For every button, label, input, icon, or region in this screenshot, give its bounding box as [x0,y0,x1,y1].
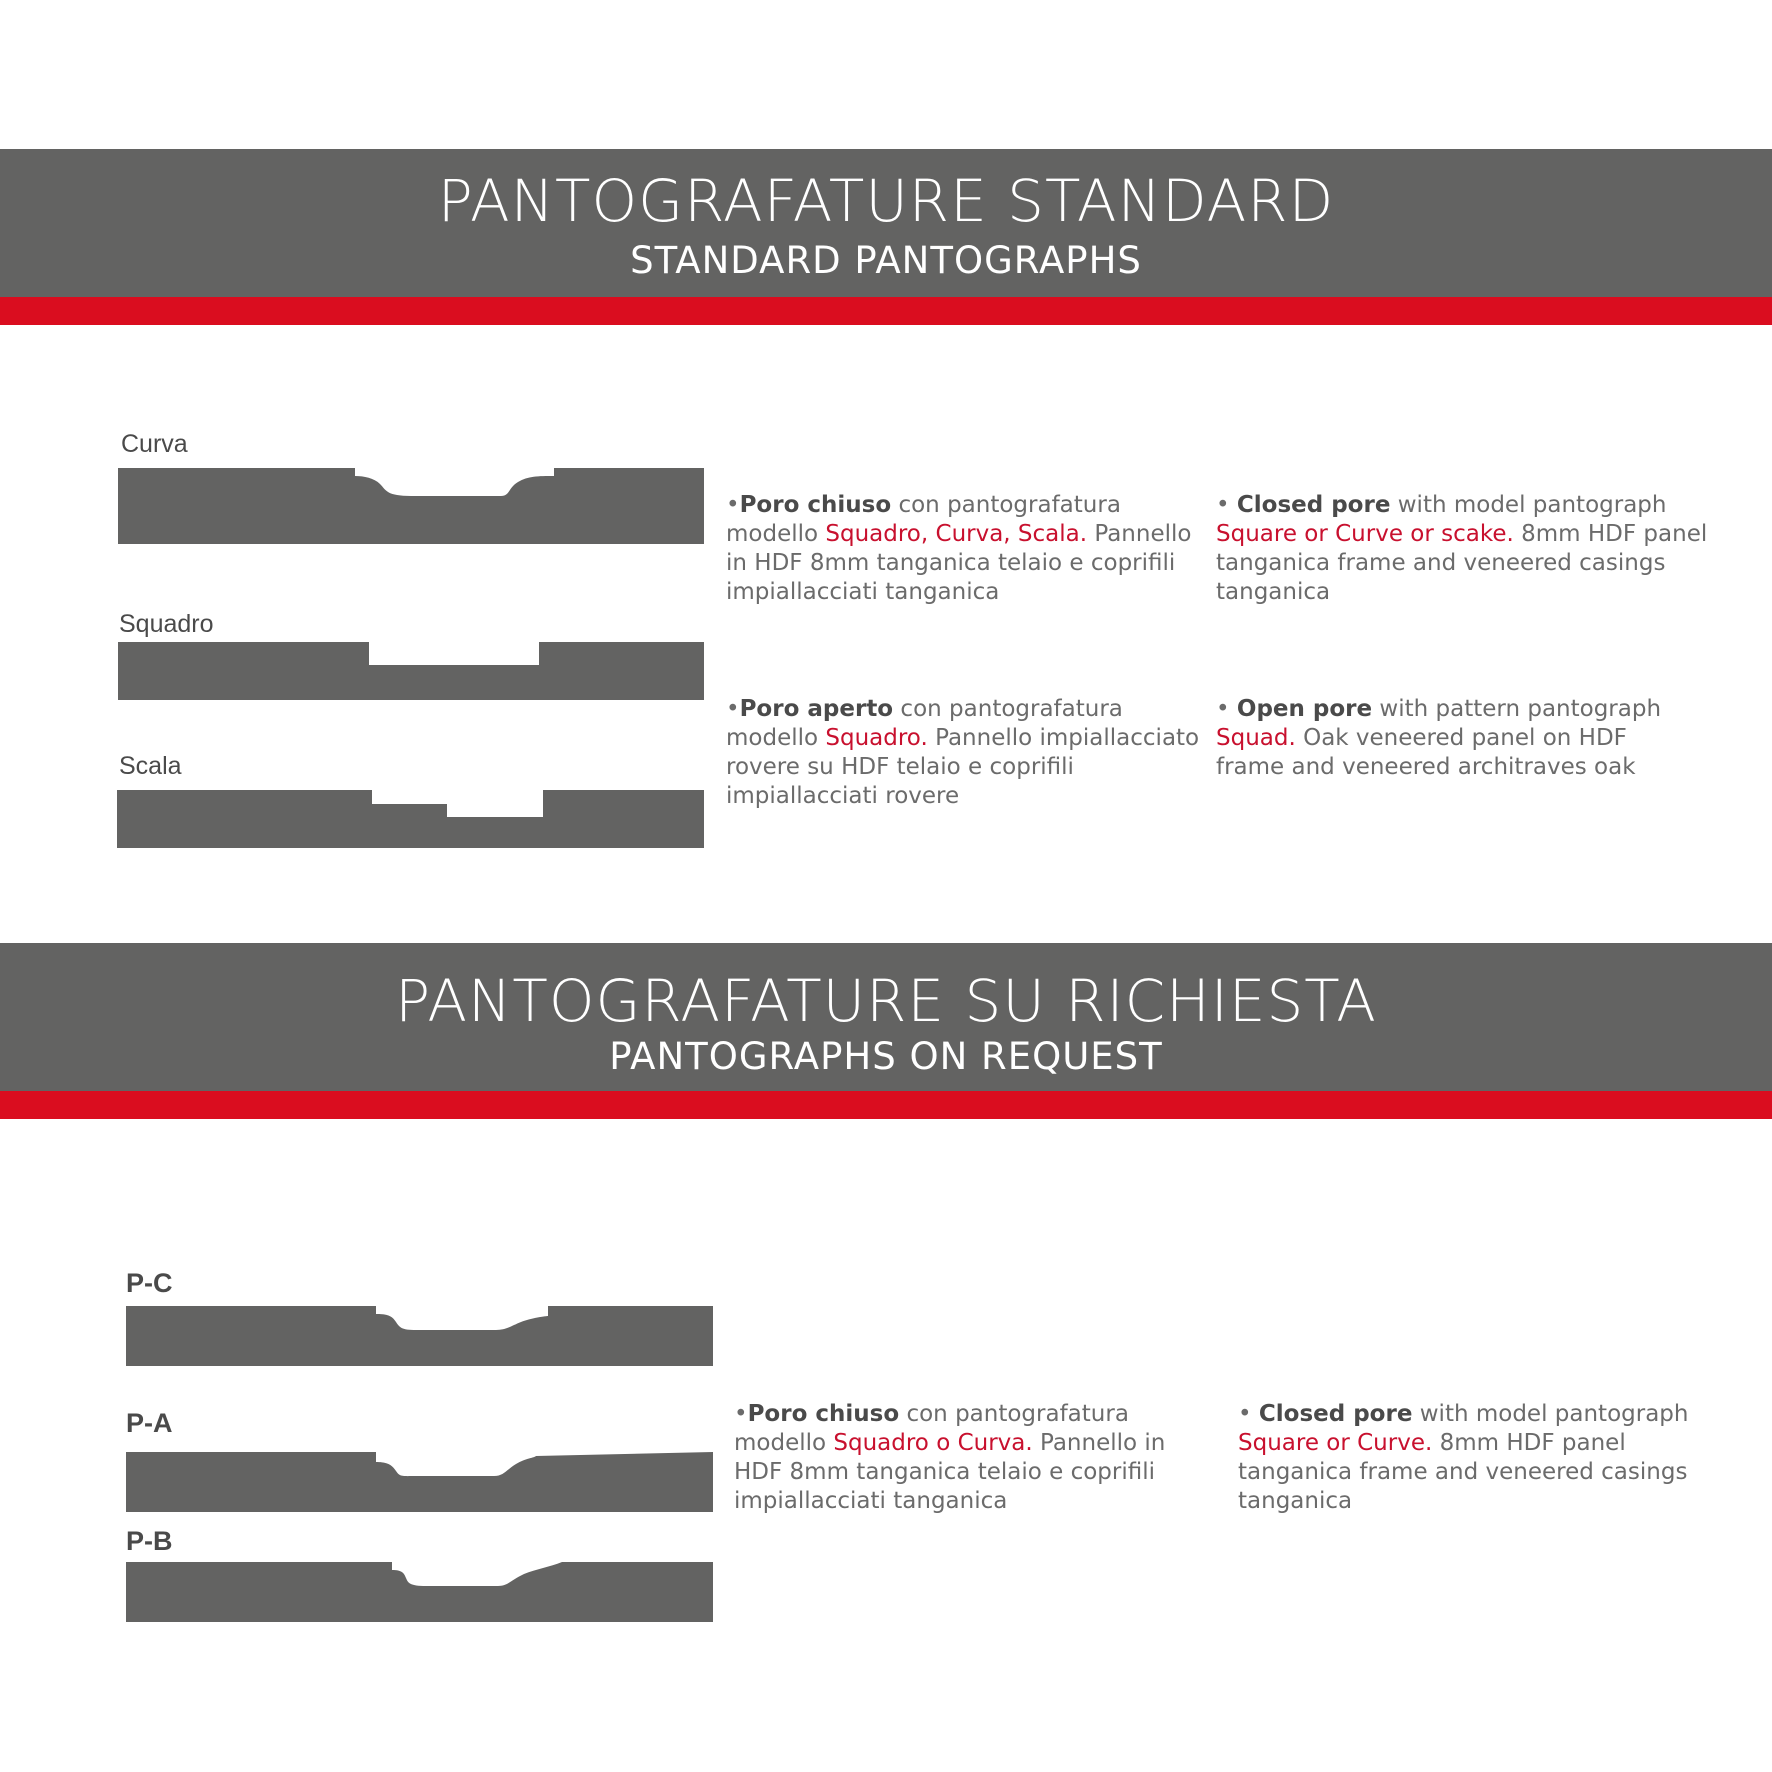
desc-models: Squadro, Curva, Scala. [825,521,1088,547]
desc-text-2: Pannello impiallacciato rovere su HDF telaio e coprifili impiallacciati rovere [726,725,1200,809]
bullet: • [1238,1401,1259,1427]
desc-text-2: Oak veneered panel on HDF frame and veneered architraves oak [1216,725,1636,780]
profile-label-pb: P-B [126,1526,173,1556]
desc-models: Squadro. [825,725,928,751]
request-red-bar [0,1091,1772,1119]
bullet: • [726,492,740,518]
desc-text: with pattern pantograph [1372,696,1662,722]
profile-scala [117,790,704,848]
desc-models: Square or Curve. [1238,1430,1433,1456]
profile-label-squadro: Squadro [119,610,214,638]
request-subtitle: PANTOGRAPHS ON REQUEST [609,1035,1163,1078]
profile-squadro [118,642,704,700]
desc-models: Square or Curve or scake. [1216,521,1514,547]
desc-bold: Closed pore [1236,492,1391,518]
desc-text-2: Pannello in HDF 8mm tanganica telaio e coprifili impiallacciati tanganica [734,1430,1166,1514]
desc-text: with model pantograph [1390,492,1667,518]
desc-bold: Open pore [1236,696,1373,722]
standard-red-bar [0,297,1772,325]
desc-request-en [1238,1400,1698,1516]
profile-pc [126,1306,713,1366]
desc-text-2: 8mm HDF panel tanganica frame and veneered casings tanganica [1216,521,1708,605]
desc-text-2: 8mm HDF panel tanganica frame and veneered casings tanganica [1238,1430,1688,1514]
bullet: • [734,1401,748,1427]
request-title: PANTOGRAFATURE SU RICHIESTA [395,967,1377,1035]
desc-standard-en-1 [1216,491,1716,607]
profile-pa [126,1452,713,1512]
standard-title: PANTOGRAFATURE STANDARD [437,167,1335,235]
desc-bold: Poro aperto [739,696,894,722]
bullet: • [1216,696,1237,722]
desc-models: Squad. [1216,725,1296,751]
profile-label-scala: Scala [119,752,182,780]
profile-pb [126,1562,713,1622]
desc-standard-it-1 [726,491,1206,607]
profile-label-pc: P-C [126,1268,173,1298]
desc-text: with model pantograph [1412,1401,1689,1427]
standard-banner [0,149,1772,297]
desc-bold: Closed pore [1258,1401,1413,1427]
desc-text: con pantografatura modello [734,1401,1129,1456]
profile-label-pa: P-A [126,1408,173,1438]
standard-subtitle: STANDARD PANTOGRAPHS [630,239,1142,282]
desc-text: con pantografatura modello [726,492,1121,547]
request-banner [0,943,1772,1091]
profile-label-curva: Curva [121,430,188,458]
desc-bold: Poro chiuso [739,492,892,518]
desc-standard-en-2 [1216,695,1676,782]
bullet: • [726,696,740,722]
desc-text: con pantografatura modello [726,696,1123,751]
desc-models: Squadro o Curva. [833,1430,1033,1456]
desc-text-2: Pannello in HDF 8mm tanganica telaio e coprifili impiallacciati tanganica [726,521,1192,605]
desc-standard-it-2 [726,695,1216,811]
profile-curva [118,468,704,544]
desc-bold: Poro chiuso [747,1401,900,1427]
desc-request-it [734,1400,1214,1516]
bullet: • [1216,492,1237,518]
